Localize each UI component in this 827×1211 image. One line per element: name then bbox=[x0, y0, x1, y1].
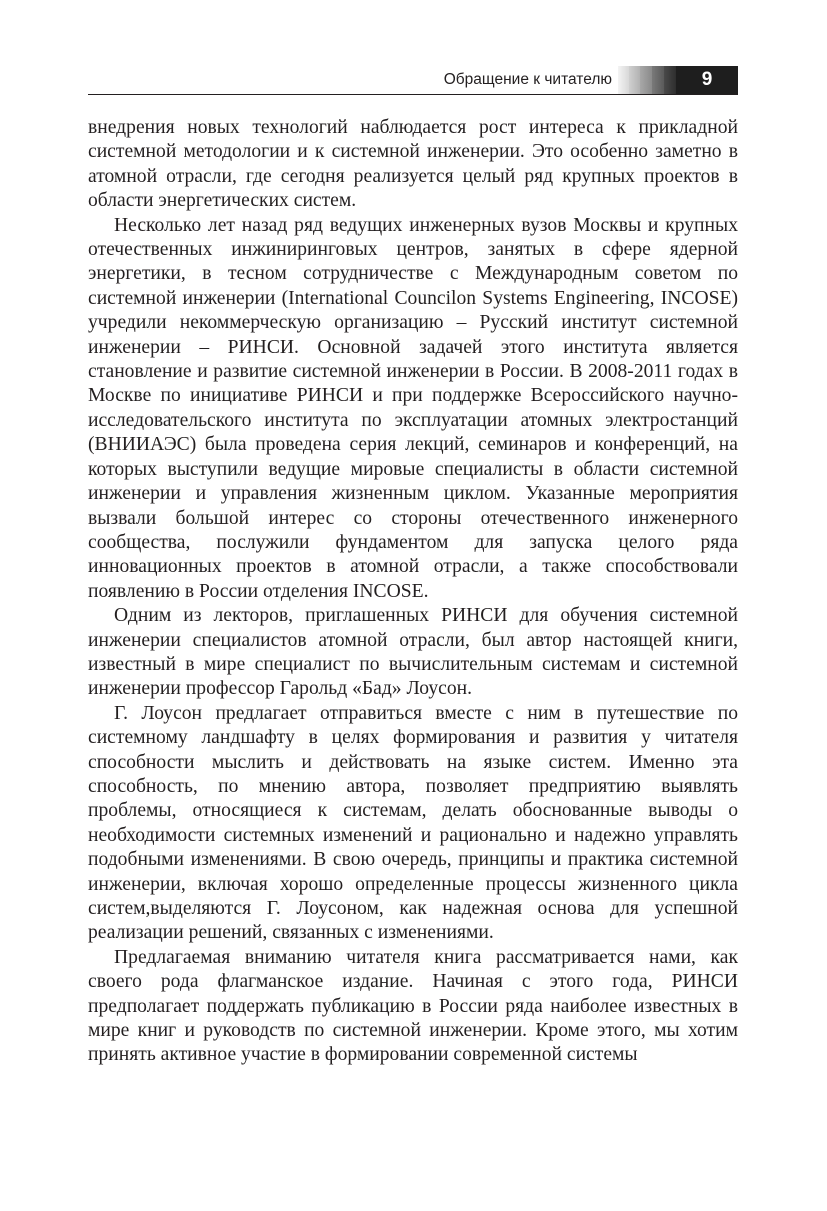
gradient-bar bbox=[652, 66, 664, 94]
gradient-bar bbox=[640, 66, 652, 94]
gradient-bar bbox=[618, 66, 629, 94]
body-text bbox=[88, 116, 738, 1068]
paragraph: Одним из лекторов, приглашенных РИНСИ для обучения системной инженерии специалистов атомной отрасли, был автор настоящей книги, известный в мире специалист по вычислительным системам и системной инженерии профессор Гарольд «Бад» Лоусон. bbox=[88, 605, 738, 700]
section-title: Обращение к читателю bbox=[443, 71, 612, 88]
paragraph: Г. Лоусон предлагает отправиться вместе с ним в путешествие по системному ландшафту в целях формирования и развития у читателя способности мыслить и действовать на языке систем. Именно эта способность, по мнению автора, позволяет предприятию выявлять проблемы, относящиеся к системам, делать обоснованные выводы о необходимости системных изменений и рационально и надежно управлять подобными изменениями. В свою очередь, принципы и практика системной инженерии, включая хорошо определенные процессы жизненного цикла систем,выделяются Г. Лоусоном, как надежная основа для успешной реализации решений, связанных с изменениями. bbox=[88, 702, 738, 944]
running-header bbox=[88, 66, 738, 96]
gradient-bar bbox=[664, 66, 676, 94]
paragraph: Предлагаемая вниманию читателя книга рассматривается нами, как своего рода флагманское издание. Начиная с этого года, РИНСИ предполагает поддержать публикацию в России ряда наиболее известных в мире книг и руководств по системной инженерии. Кроме этого, мы хотим принять активное участие в формировании современной системы bbox=[88, 946, 738, 1066]
paragraph-continuation: внедрения новых технологий наблюдается рост интереса к прикладной системной методологии и к системной инженерии. Это особенно заметно в атомной отрасли, где сегодня реализуется целый ряд крупных проектов в области энергетических систем. bbox=[88, 117, 738, 212]
header-rule bbox=[88, 94, 738, 95]
gradient-bar bbox=[629, 66, 640, 94]
paragraph: Несколько лет назад ряд ведущих инженерных вузов Москвы и крупных отечественных инжиниринговых центров, занятых в сфере ядерной энергетики, в тесном сотрудничестве с Международным советом по системной инженерии (International Councilon Systems Engineering, INCOSE) учредили некоммерческую организацию – Русский институт системной инженерии – РИНСИ. Основной задачей этого института является становление и развитие системной инженерии в России. В 2008-2011 годах в Москве по инициативе РИНСИ и при поддержке Всероссийского научно-исследовательского института по эксплуатации атомных электростанций (ВНИИАЭС) была проведена серия лекций, семинаров и конференций, на которых выступили ведущие мировые специалисты в области системной инженерии и управления жизненным циклом. Указанные мероприятия вызвали большой интерес со стороны отечественного инженерного сообщества, послужили фундаментом для запуска целого ряда инновационных проектов в атомной отрасли, а также способствовали появлению в России отделения INCOSE. bbox=[88, 214, 738, 602]
page-number: 9 bbox=[676, 66, 738, 94]
header-gradient-tab bbox=[618, 66, 738, 94]
